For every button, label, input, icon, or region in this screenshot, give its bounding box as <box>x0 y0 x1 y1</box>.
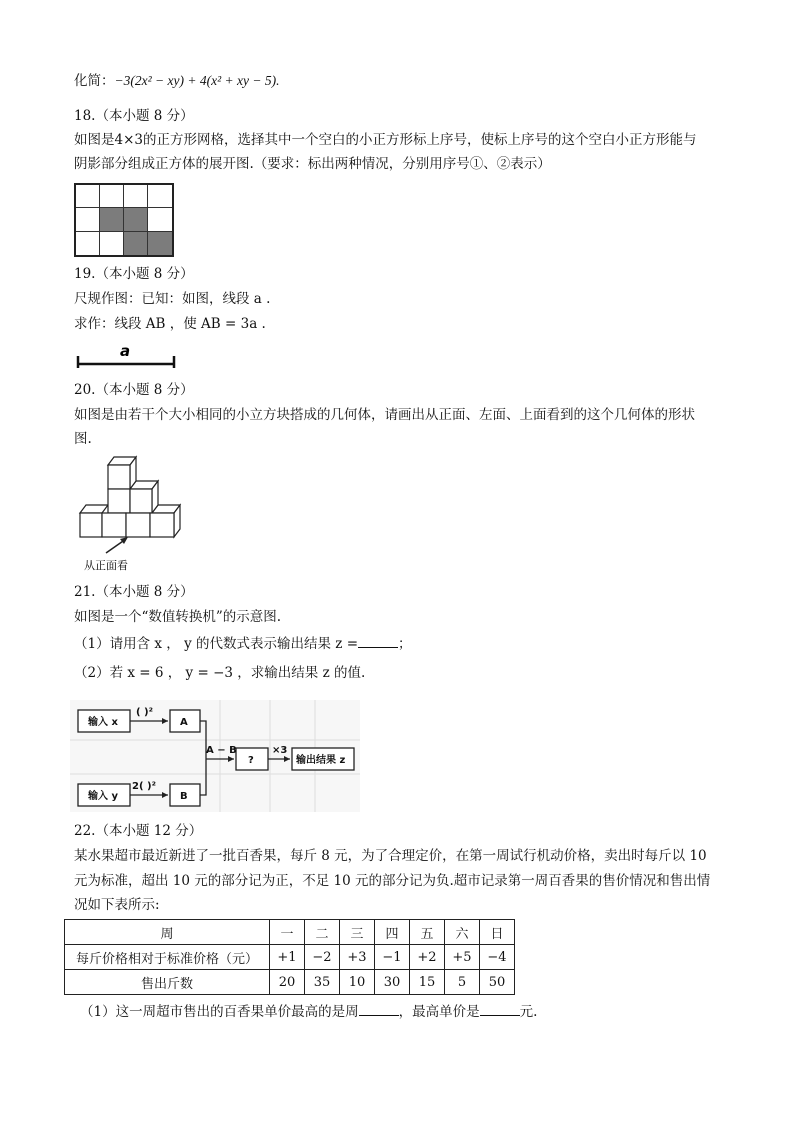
grid-cell-shaded <box>124 232 148 255</box>
q22-text-2: 元为标准，超出 10 元的部分记为正，不足 10 元的部分记为负.超市记录第一周百香果的售价情况和售出情 <box>74 873 711 889</box>
table-cell: +5 <box>445 945 480 970</box>
table-cell: 50 <box>480 970 515 995</box>
table-cell: 35 <box>305 970 340 995</box>
q22-part-1-c: 元. <box>519 1004 538 1020</box>
q20-cube-figure <box>70 453 190 575</box>
q21-part-2: （2）若 x = 6 ， y = −3 ，求输出结果 z 的值. <box>74 665 366 681</box>
grid-cell-blank <box>148 185 172 208</box>
grid-cell-shaded <box>100 208 124 231</box>
table-cell: −1 <box>375 945 410 970</box>
q21-flowchart <box>70 700 360 812</box>
q20-text-2: 图. <box>74 431 92 447</box>
q19-text-1: 尺规作图：已知：如图，线段 a . <box>74 291 271 307</box>
grid-cell-blank <box>76 208 100 231</box>
table-cell: −2 <box>305 945 340 970</box>
table-row <box>65 920 515 945</box>
q22-header: 22.（本小题 12 分） <box>74 823 203 839</box>
q22-text-1: 某水果超市最近新进了一批百香果，每斤 8 元，为了合理定价，在第一周试行机动价格，卖出时每斤以 10 <box>74 848 707 864</box>
q22-sales-table <box>64 919 515 995</box>
table-day: 六 <box>445 920 480 945</box>
q20-caption: 从正面看 <box>84 559 128 572</box>
table-row2-label: 售出斤数 <box>65 970 270 995</box>
grid-cell-shaded <box>124 208 148 231</box>
q18-text-1: 如图是4×3的正方形网格，选择其中一个空白的小正方形标上序号，使标上序号的这个空白小正方形能与 <box>74 132 697 148</box>
q19-segment-figure <box>74 338 178 372</box>
flow-middle-label: ? <box>248 755 254 766</box>
q21-answer-blank <box>358 633 398 648</box>
table-head-label: 周 <box>65 920 270 945</box>
q22-blank-price <box>480 1001 520 1016</box>
q21-part-1-text: （1）请用含 x ， y 的代数式表示输出结果 z = <box>74 636 359 652</box>
table-day: 五 <box>410 920 445 945</box>
q22-part-1-b: ，最高单价是 <box>398 1004 480 1020</box>
table-cell: 30 <box>375 970 410 995</box>
q17-prefix: 化简： <box>74 73 115 89</box>
table-cell: +1 <box>270 945 305 970</box>
flow-op-y: 2( )² <box>132 781 156 792</box>
flow-input-y: 输入 y <box>88 791 118 802</box>
q17-expression: −3(2x² − xy) + 4(x² + xy − 5). <box>114 73 280 88</box>
q18-header: 18.（本小题 8 分） <box>74 108 194 124</box>
grid-cell-blank <box>76 185 100 208</box>
q22-part-1 <box>80 1001 537 1021</box>
table-day: 四 <box>375 920 410 945</box>
q21-header: 21.（本小题 8 分） <box>74 584 194 600</box>
q19-text-2: 求作：线段 AB ，使 AB = 3a . <box>74 316 266 332</box>
table-cell: −4 <box>480 945 515 970</box>
grid-cell-blank <box>100 185 124 208</box>
table-day: 二 <box>305 920 340 945</box>
table-cell: +2 <box>410 945 445 970</box>
table-cell: 15 <box>410 970 445 995</box>
table-cell: 20 <box>270 970 305 995</box>
grid-cell-blank <box>100 232 124 255</box>
q21-text-1: 如图是一个“数值转换机”的示意图. <box>74 609 282 625</box>
flow-op-x: ( )² <box>136 707 154 718</box>
grid-cell-shaded <box>148 232 172 255</box>
table-row <box>65 945 515 970</box>
table-day: 日 <box>480 920 515 945</box>
q19-segment-label: a <box>120 342 131 360</box>
grid-cell-blank <box>76 232 100 255</box>
flow-box-b-label: B <box>180 791 188 802</box>
q22-part-1-a: （1）这一周超市售出的百香果单价最高的是周 <box>80 1004 359 1020</box>
q21-part-1 <box>74 633 412 653</box>
table-cell: 10 <box>340 970 375 995</box>
q17-line <box>74 72 279 90</box>
q21-part-1-end: ； <box>398 636 412 652</box>
grid-cell-blank <box>148 208 172 231</box>
table-day: 三 <box>340 920 375 945</box>
table-cell: 5 <box>445 970 480 995</box>
grid-cell-blank <box>124 185 148 208</box>
table-day: 一 <box>270 920 305 945</box>
q20-header: 20.（本小题 8 分） <box>74 382 194 398</box>
q20-text-1: 如图是由若干个大小相同的小立方块搭成的几何体，请画出从正面、左面、上面看到的这个几何体的形状 <box>74 407 695 423</box>
q22-blank-day <box>359 1001 399 1016</box>
q22-text-3: 况如下表所示: <box>74 897 160 913</box>
flow-combine: A − B <box>206 745 237 756</box>
table-row <box>65 970 515 995</box>
q18-text-2: 阴影部分组成正方体的展开图.（要求：标出两种情况，分别用序号①、②表示） <box>74 156 551 172</box>
flow-multiply: ×3 <box>272 745 288 756</box>
flow-output-label: 输出结果 z <box>296 755 346 766</box>
q19-header: 19.（本小题 8 分） <box>74 266 194 282</box>
flow-input-x: 输入 x <box>88 717 118 728</box>
q18-square-grid <box>74 183 174 257</box>
table-cell: +3 <box>340 945 375 970</box>
table-row1-label: 每斤价格相对于标准价格（元） <box>65 945 270 970</box>
flow-box-a-label: A <box>180 717 188 728</box>
